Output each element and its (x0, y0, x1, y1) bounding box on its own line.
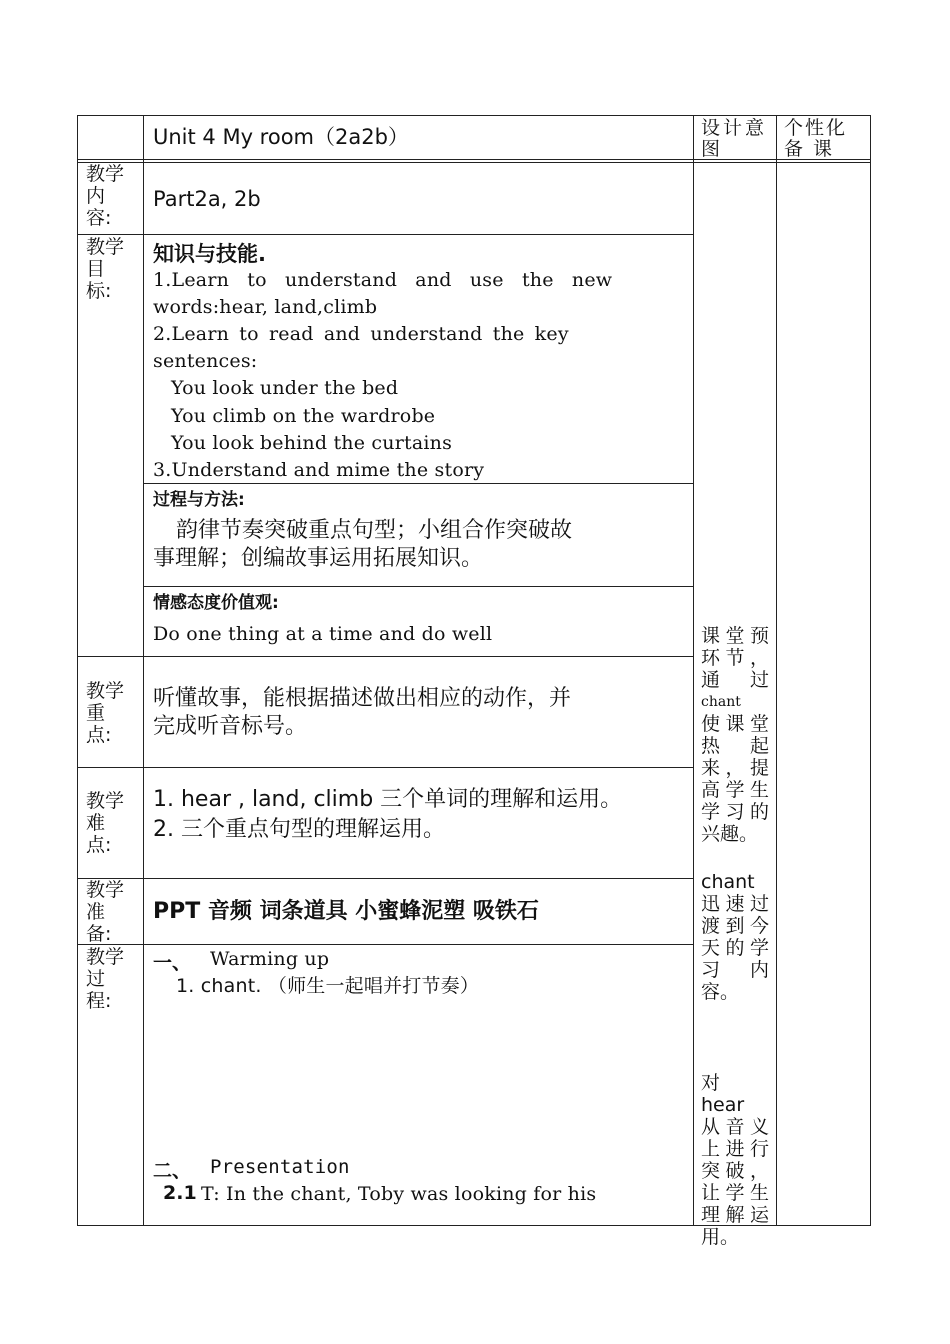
design-note-1-line: 热 起 (701, 735, 769, 757)
design-note-3-line: 让学生 (701, 1182, 769, 1204)
knowledge-line-5: You look under the bed (171, 377, 399, 399)
design-note-3-line: 上进行 (701, 1138, 769, 1160)
emotion-heading: 情感态度价值观: (153, 593, 279, 613)
preparation-text: PPT 音频 词条道具 小蜜蜂泥塑 吸铁石 (153, 899, 539, 924)
personal-prep-header: 个性化备 课 (784, 117, 848, 160)
row-divider-content (77, 234, 694, 235)
design-note-1-line: 兴趣。 (701, 823, 759, 845)
knowledge-line-7: You look behind the curtains (171, 432, 453, 454)
design-note-3-line: 理解运 (701, 1204, 769, 1226)
row-divider-preparation (77, 944, 694, 945)
design-note-1-line: 通 过 (701, 669, 769, 691)
knowledge-line-4: sentences: (153, 350, 258, 372)
design-note-2-line: 天的学 (701, 937, 769, 959)
warmup-number: 一、 (153, 952, 192, 974)
table-border-left (77, 115, 78, 1225)
design-note-chant (701, 625, 769, 845)
knowledge-line-2: words:hear, land,climb (153, 296, 378, 318)
process-method-heading: 过程与方法: (153, 490, 245, 510)
design-note-1-line: 课堂预 (701, 625, 769, 647)
design-note-3-line: 对 hear (701, 1072, 745, 1116)
row-divider-process-method (143, 586, 694, 587)
keypoints-line-2: 完成听音标号。 (153, 714, 308, 739)
design-note-2-line: 迅速过 (701, 893, 769, 915)
column-divider-personal (776, 115, 777, 1225)
design-note-1-line: 环节， (701, 647, 769, 669)
presentation-number: 二、 (153, 1160, 192, 1182)
presentation-title: Presentation (210, 1156, 350, 1178)
keypoints-line-1: 听懂故事，能根据描述做出相应的动作，并 (153, 686, 572, 711)
warmup-title: Warming up (210, 948, 330, 970)
warmup-item: 1. chant. （师生一起唱并打节奏） (176, 975, 480, 997)
design-note-1-line: chant (701, 694, 741, 710)
row-divider-keypoints (77, 767, 694, 768)
content-label: 教学内容: (86, 163, 125, 229)
design-note-3-line: 突破， (701, 1160, 769, 1182)
lesson-title: Unit 4 My room（2a2b） (153, 125, 409, 149)
knowledge-line-1: 1.Learn to understand and use the new (153, 269, 613, 291)
knowledge-line-8: 3.Understand and mime the story (153, 459, 485, 481)
presentation-item-text: T: In the chant, Toby was looking for his (201, 1183, 597, 1205)
objectives-label: 教学目标: (86, 236, 125, 302)
design-note-1-line: 使课堂 (701, 713, 769, 735)
difficulties-label: 教学难点: (86, 790, 125, 856)
keypoints-label: 教学重点: (86, 680, 125, 746)
column-divider-design (693, 115, 694, 1225)
content-text: Part2a, 2b (153, 187, 261, 211)
design-note-1-line: 高学生 (701, 779, 769, 801)
design-note-2-line: 渡到今 (701, 915, 769, 937)
table-border-top (77, 115, 871, 116)
design-note-2-line: chant (701, 871, 755, 893)
design-note-2-line: 容。 (701, 981, 740, 1003)
design-note-1-line: 来，提 (701, 757, 769, 779)
difficulties-line-1: 1. hear , land, climb 三个单词的理解和运用。 (153, 787, 623, 812)
table-border-right (870, 115, 871, 1225)
process-method-text-1: 韵律节奏突破重点句型；小组合作突破故 (176, 518, 573, 543)
row-divider-objectives (77, 656, 694, 657)
knowledge-line-3: 2.Learn to read and understand the key (153, 323, 569, 345)
process-label: 教学过程: (86, 946, 125, 1012)
knowledge-line-6: You climb on the wardrobe (171, 405, 436, 427)
design-intent-header: 设计意图 (701, 117, 768, 160)
preparation-label: 教学准备: (86, 879, 125, 945)
knowledge-heading: 知识与技能. (153, 242, 266, 266)
design-note-hear (701, 1072, 769, 1248)
column-divider-label (143, 115, 144, 1225)
row-divider-difficulties (77, 878, 694, 879)
design-note-2-line: 习 内 (701, 959, 769, 981)
difficulties-line-2: 2. 三个重点句型的理解运用。 (153, 817, 445, 842)
process-method-text-2: 事理解；创编故事运用拓展知识。 (153, 546, 484, 571)
emotion-text: Do one thing at a time and do well (153, 623, 493, 645)
design-note-3-line: 用。 (701, 1226, 740, 1248)
design-note-1-line: 学习的 (701, 801, 769, 823)
presentation-item-number: 2.1 (163, 1182, 197, 1204)
design-note-3-line: 从音义 (701, 1116, 769, 1138)
header-divider-second (77, 162, 871, 163)
design-note-transition (701, 871, 769, 1003)
